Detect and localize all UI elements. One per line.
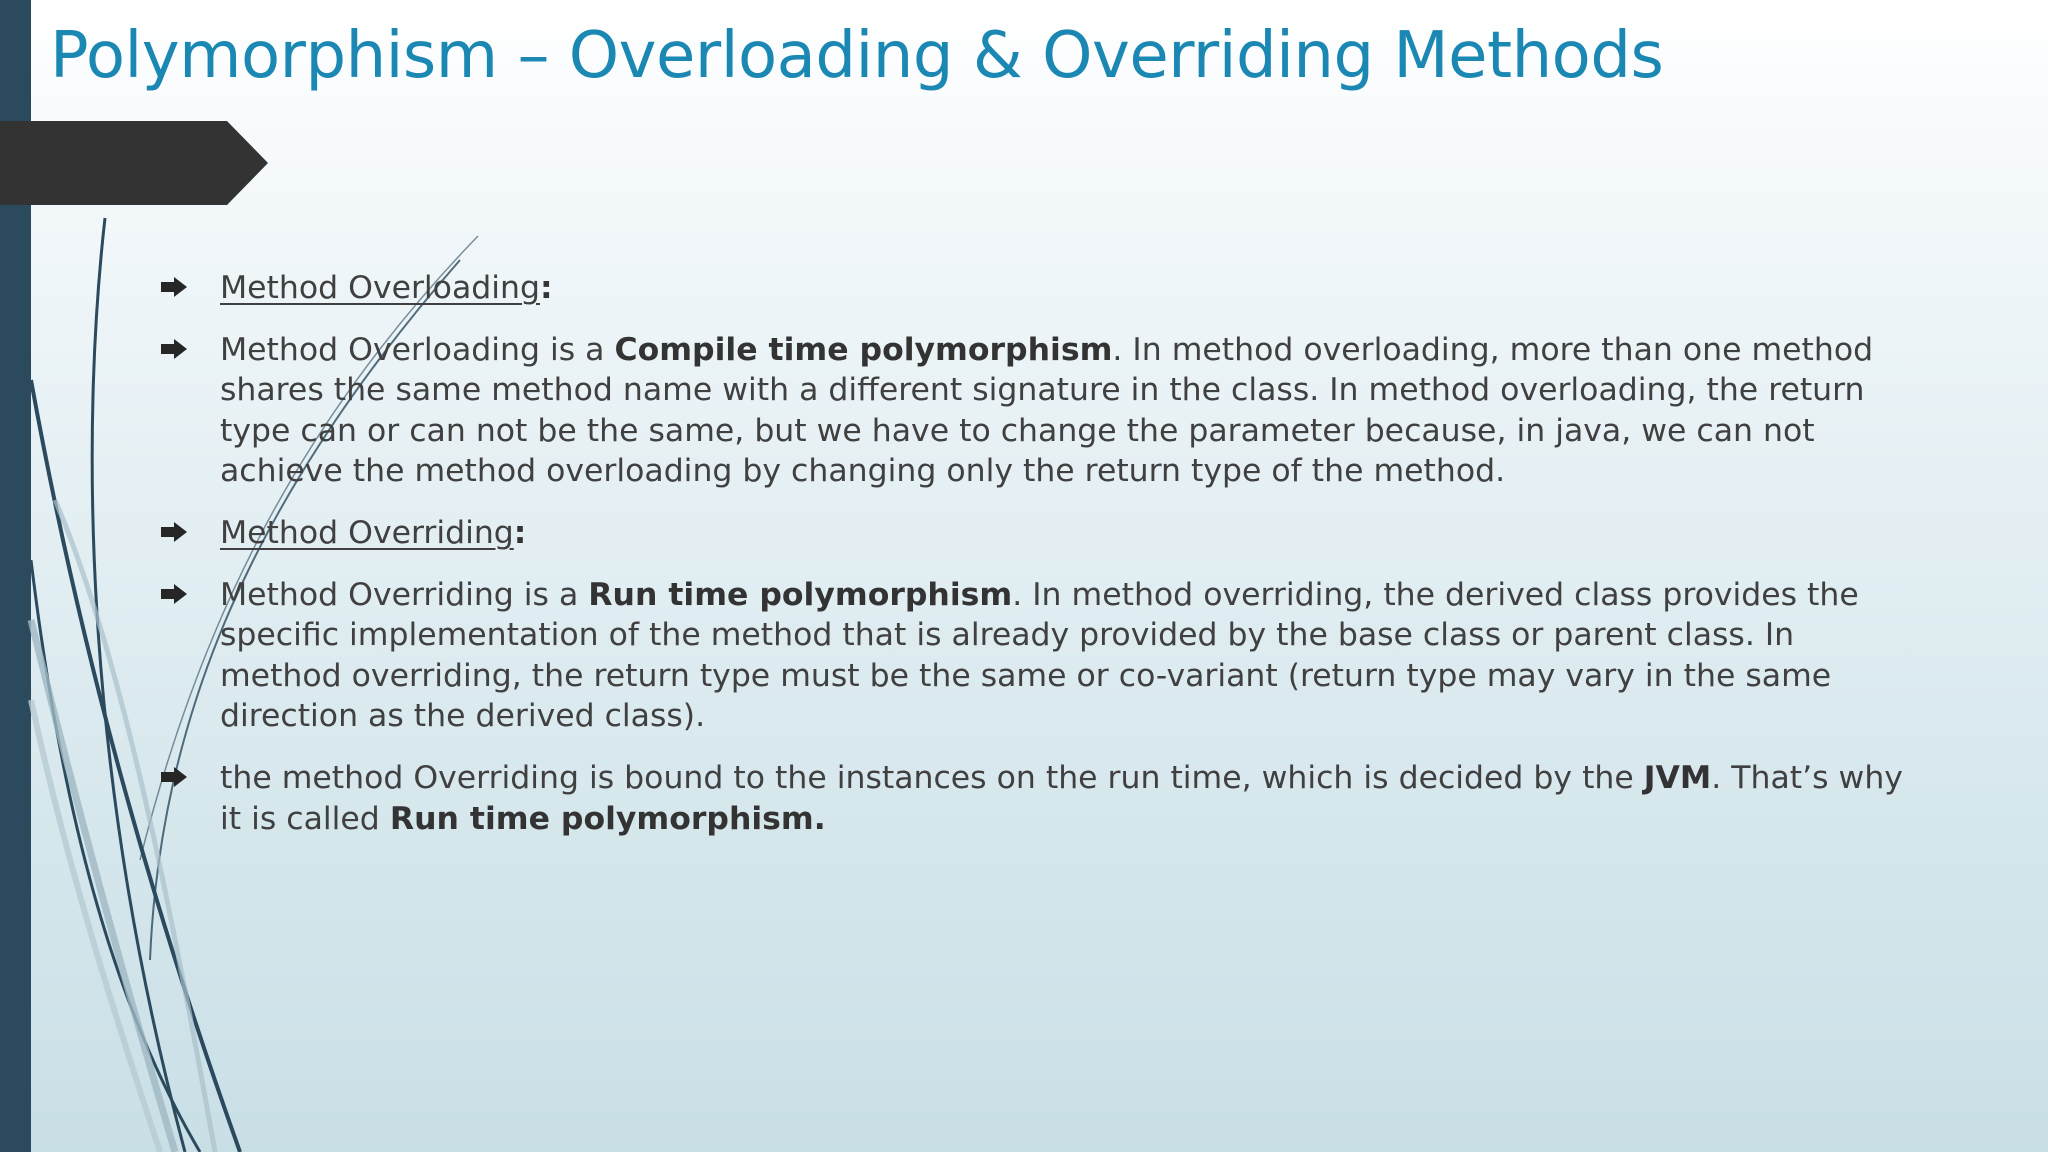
heading-colon: : xyxy=(539,270,553,306)
overloading-text-1: Method Overloading is a xyxy=(220,331,615,368)
bullet-item-overriding-description xyxy=(160,575,1920,737)
arrow-right-bullet-icon xyxy=(160,521,188,543)
arrow-right-bullet-icon xyxy=(160,338,188,360)
overriding-text-1: Method Overriding is a xyxy=(220,576,589,613)
overloading-bold-term: Compile time polymorphism xyxy=(614,331,1113,368)
jvm-text-1: the method Overriding is bound to the instances on the run time, which is decided by the xyxy=(220,759,1644,796)
overloading-text-2: . In method overloading, more than one method shares the same method name with a different signature in the class. In method overloading, the return type can or can not be the same, but we have to change the parameter because, in java, we can not achieve the method overloading by changing only the return type of the method. xyxy=(220,331,1874,490)
bullet-item-overloading-heading xyxy=(160,268,1920,309)
heading-colon: : xyxy=(513,514,527,551)
arrow-right-bullet-icon xyxy=(160,276,188,298)
runtime-poly-bold-term: Run time polymorphism. xyxy=(389,800,826,837)
arrow-tab-shape xyxy=(0,121,268,205)
arrow-right-bullet-icon xyxy=(160,766,188,788)
bullet-item-overriding-heading xyxy=(160,513,1920,554)
slide-title: Polymorphism – Overloading & Overriding Methods xyxy=(50,19,1664,93)
overriding-text-2: . In method overriding, the derived class provides the specific implementation of the method that is already provided by the base class or parent class. In method overriding, the return type must be the same or co-variant (return type may vary in the same direction as the derived class). xyxy=(220,576,1859,735)
jvm-bold-term: JVM xyxy=(1643,759,1712,796)
bullet-list xyxy=(160,268,1920,860)
bullet-item-jvm-binding xyxy=(160,758,1920,839)
overriding-bold-term: Run time polymorphism xyxy=(588,576,1013,613)
overriding-heading: Method Overriding xyxy=(220,514,514,551)
arrow-right-bullet-icon xyxy=(160,583,188,605)
bullet-item-overloading-description xyxy=(160,330,1920,492)
jvm-text-2: . That’s why it is called xyxy=(220,759,1903,837)
overloading-heading: Method Overloading xyxy=(220,270,540,306)
